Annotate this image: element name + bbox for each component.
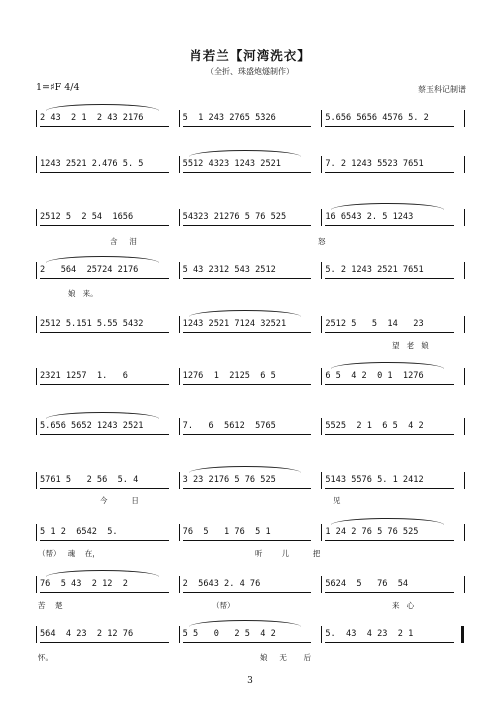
score-row bbox=[36, 370, 464, 383]
score-row bbox=[36, 264, 464, 277]
barline bbox=[464, 262, 465, 279]
lyric-text: 听 儿 把 bbox=[255, 549, 321, 558]
lyric-text: （帮） 魂 在， bbox=[38, 549, 100, 558]
measure-notes: 5 5 0 2 5 4 2 bbox=[182, 629, 276, 639]
score-row bbox=[36, 628, 464, 641]
barline bbox=[464, 209, 465, 226]
barline bbox=[179, 209, 180, 226]
score-row bbox=[36, 112, 464, 125]
barline bbox=[321, 472, 322, 489]
score-row bbox=[36, 578, 464, 591]
final-barline bbox=[461, 626, 464, 643]
barline bbox=[321, 316, 322, 333]
beam-line bbox=[183, 540, 312, 541]
slur-mark bbox=[46, 104, 159, 111]
beam-line bbox=[325, 278, 454, 279]
beam-line bbox=[40, 126, 169, 127]
beam-line bbox=[40, 332, 169, 333]
beam-line bbox=[183, 488, 312, 489]
measure-notes: 2 564 25724 2176 bbox=[40, 265, 139, 275]
beam-line bbox=[183, 592, 312, 593]
page-title: 肖若兰【河湾洗衣】 bbox=[189, 48, 311, 63]
measure-notes: 76 5 43 2 12 2 bbox=[40, 579, 128, 589]
barline bbox=[179, 576, 180, 593]
beam-line bbox=[325, 225, 454, 226]
slur-mark bbox=[331, 518, 444, 525]
measure-notes: 5 1 2 6542 5. bbox=[40, 527, 118, 537]
measure-notes: 1243 2521 2.476 5. 5 bbox=[40, 159, 144, 169]
measure-notes: 5 1 243 2765 5̇326 bbox=[182, 113, 276, 123]
barline bbox=[464, 524, 465, 541]
page-number: 3 bbox=[247, 676, 253, 686]
measure-notes: 5761 5 2 56 5. 4 bbox=[40, 475, 139, 485]
barline bbox=[36, 524, 37, 541]
measure-notes: 16 6543 2. 5 1243 bbox=[325, 212, 414, 222]
lyric-text: 怒 bbox=[318, 237, 326, 246]
barline bbox=[321, 368, 322, 385]
barline bbox=[179, 524, 180, 541]
measure-notes: 5.656 5652 1243 2521 bbox=[40, 421, 144, 431]
beam-line bbox=[40, 384, 169, 385]
page-subtitle: （全折、珠盛炮燧制作） bbox=[206, 67, 294, 76]
measure-notes: 5624 5 76 54 bbox=[325, 579, 409, 589]
barline bbox=[321, 524, 322, 541]
beam-line bbox=[40, 642, 169, 643]
beam-line bbox=[183, 384, 312, 385]
barline bbox=[179, 316, 180, 333]
beam-line bbox=[40, 592, 169, 593]
beam-line bbox=[325, 592, 454, 593]
measure-notes: 5512 4323 1243 2521 bbox=[182, 159, 281, 169]
measure-notes: 3 23 2176 5 76 525 bbox=[182, 475, 276, 485]
lyric-text: 见 bbox=[333, 496, 341, 505]
measure-notes: 2321 1257 1. 6 bbox=[40, 371, 128, 381]
barline bbox=[36, 418, 37, 435]
lyric-text: 娘 无 后 bbox=[260, 653, 312, 662]
score-row bbox=[36, 318, 464, 331]
measure-notes: 1 24 2 76 5 76 525 bbox=[325, 527, 419, 537]
measure-notes: 2512 5.151 5.55 5432 bbox=[40, 319, 144, 329]
score-row bbox=[36, 526, 464, 539]
barline bbox=[36, 156, 37, 173]
barline bbox=[321, 626, 322, 643]
barline bbox=[36, 368, 37, 385]
barline bbox=[36, 110, 37, 127]
lyric-text: 今 日 bbox=[100, 496, 139, 505]
beam-line bbox=[40, 488, 169, 489]
slur-mark bbox=[46, 256, 159, 263]
barline bbox=[464, 418, 465, 435]
lyric-text: 来 心 bbox=[392, 601, 415, 610]
barline bbox=[464, 110, 465, 127]
beam-line bbox=[183, 332, 312, 333]
measure-notes: 5. 43 4 23 2 1 bbox=[325, 629, 414, 639]
measure-notes: 5. 2 1243 2521 7651 bbox=[325, 265, 424, 275]
measure-notes: 7. 2 1243 5523 7651 bbox=[325, 159, 424, 169]
measure-notes: 1276 1 2125 6 5 bbox=[182, 371, 276, 381]
score-row bbox=[36, 420, 464, 433]
beam-line bbox=[183, 225, 312, 226]
beam-line bbox=[325, 384, 454, 385]
measure-notes: 5 43 2312 543 2512 bbox=[182, 265, 276, 275]
slur-mark bbox=[189, 150, 302, 157]
lyric-text: 苦 楚 bbox=[38, 601, 63, 610]
barline bbox=[179, 110, 180, 127]
barline bbox=[179, 626, 180, 643]
measure-notes: 5525 2 1 6 5 4 2 bbox=[325, 421, 424, 431]
key-signature: 1=♯F 4/4 bbox=[36, 82, 80, 93]
barline bbox=[464, 156, 465, 173]
barline bbox=[321, 156, 322, 173]
slur-mark bbox=[189, 466, 302, 473]
slur-mark bbox=[46, 570, 159, 577]
barline bbox=[464, 472, 465, 489]
beam-line bbox=[325, 540, 454, 541]
barline bbox=[179, 368, 180, 385]
barline bbox=[36, 472, 37, 489]
transcriber-credit: 蔡玉科记制谱 bbox=[418, 85, 466, 94]
slur-mark bbox=[189, 310, 302, 317]
barline bbox=[321, 262, 322, 279]
beam-line bbox=[325, 642, 454, 643]
barline bbox=[179, 418, 180, 435]
measure-notes: 2 5643 2. 4 76 bbox=[182, 579, 261, 589]
beam-line bbox=[40, 434, 169, 435]
barline bbox=[321, 209, 322, 226]
lyric-text: 望 老 娘 bbox=[392, 341, 429, 350]
barline bbox=[36, 626, 37, 643]
barline bbox=[321, 576, 322, 593]
barline bbox=[321, 110, 322, 127]
measure-notes: 76 5 1 76 5 1 bbox=[182, 527, 271, 537]
beam-line bbox=[40, 225, 169, 226]
measure-notes: 2 43 2 1 2 43 2176 bbox=[40, 113, 144, 123]
beam-line bbox=[325, 172, 454, 173]
barline bbox=[179, 156, 180, 173]
measure-notes: 7. 6 5612 5765 bbox=[182, 421, 276, 431]
measure-notes: 1243 2521 7124 32521 bbox=[182, 319, 287, 329]
beam-line bbox=[325, 434, 454, 435]
beam-line bbox=[325, 332, 454, 333]
beam-line bbox=[40, 278, 169, 279]
slur-mark bbox=[46, 412, 159, 419]
beam-line bbox=[183, 278, 312, 279]
score-row bbox=[36, 158, 464, 171]
slur-mark bbox=[331, 203, 444, 210]
beam-line bbox=[325, 126, 454, 127]
lyric-text: 怀。 bbox=[38, 653, 53, 662]
beam-line bbox=[40, 540, 169, 541]
slur-mark bbox=[189, 620, 302, 627]
barline bbox=[321, 418, 322, 435]
barline bbox=[36, 262, 37, 279]
score-row bbox=[36, 474, 464, 487]
score-row bbox=[36, 211, 464, 224]
lyric-text: （帮） bbox=[212, 601, 235, 610]
measure-notes: 2512 5 2 54 1656 bbox=[40, 212, 134, 222]
measure-notes: 6 5 4 2 0 1 1276 bbox=[325, 371, 424, 381]
measure-notes: 564 4 23 2 12 76 bbox=[40, 629, 134, 639]
barline bbox=[179, 472, 180, 489]
lyric-text: 娘 来。 bbox=[68, 289, 98, 298]
beam-line bbox=[183, 172, 312, 173]
barline bbox=[179, 262, 180, 279]
barline bbox=[36, 209, 37, 226]
measure-notes: 2512 5 5 14 23 bbox=[325, 319, 424, 329]
barline bbox=[464, 316, 465, 333]
barline bbox=[464, 368, 465, 385]
barline bbox=[464, 576, 465, 593]
lyric-text: 含 泪 bbox=[110, 237, 137, 246]
beam-line bbox=[325, 488, 454, 489]
measure-notes: 5.656 5656 4576 5. 2 bbox=[325, 113, 429, 123]
beam-line bbox=[40, 172, 169, 173]
beam-line bbox=[183, 642, 312, 643]
slur-mark bbox=[331, 362, 444, 369]
measure-notes: 5143 5576 5. 1 2412 bbox=[325, 475, 424, 485]
measure-notes: 54323 21276 5 76 525 bbox=[182, 212, 287, 222]
barline bbox=[36, 576, 37, 593]
beam-line bbox=[183, 126, 312, 127]
barline bbox=[36, 316, 37, 333]
beam-line bbox=[183, 434, 312, 435]
